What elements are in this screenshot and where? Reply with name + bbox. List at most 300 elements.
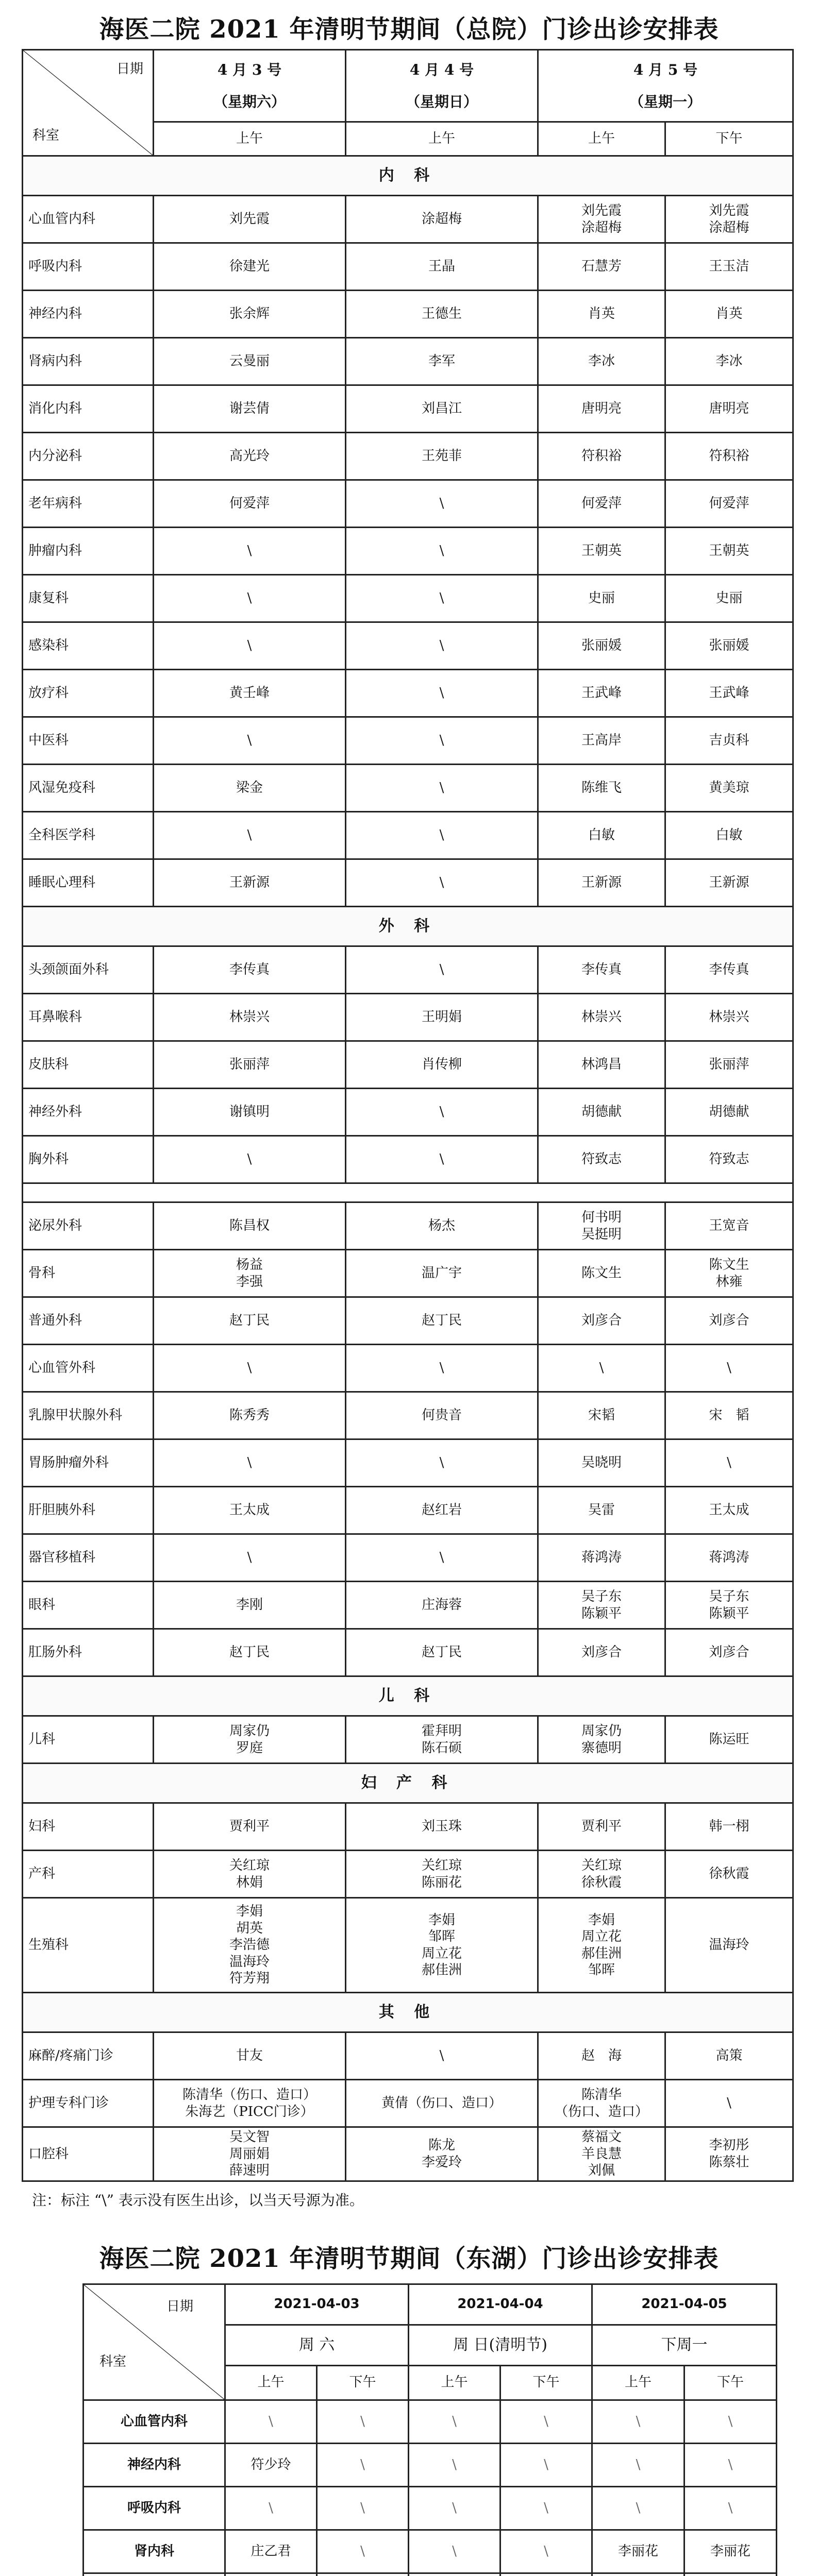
corner-date-label: 日期 xyxy=(166,2298,193,2314)
schedule-cell: \ xyxy=(346,859,538,907)
schedule-cell: 林崇兴 xyxy=(154,994,346,1041)
schedule-cell: \ xyxy=(346,575,538,622)
schedule-cell: 高策 xyxy=(665,2032,793,2080)
table-row xyxy=(23,1716,793,1764)
shift-header: 上午 xyxy=(346,122,538,156)
schedule-cell: 何贵音 xyxy=(346,1392,538,1439)
schedule-cell: \ xyxy=(317,2486,409,2530)
schedule-cell: 温海玲 xyxy=(665,1898,793,1993)
schedule-cell: 李军 xyxy=(346,338,538,385)
schedule-cell: \ xyxy=(346,717,538,765)
schedule-cell: 刘彦合 xyxy=(665,1297,793,1345)
schedule-cell: 宋韬 xyxy=(538,1392,665,1439)
schedule-cell: 刘昌江 xyxy=(346,385,538,433)
schedule-cell: 李传真 xyxy=(665,946,793,994)
table-row xyxy=(84,2573,777,2576)
schedule-cell: \ xyxy=(346,1534,538,1582)
table-row xyxy=(23,1534,793,1582)
table-row xyxy=(23,385,793,433)
schedule-cell: 符致志 xyxy=(538,1136,665,1183)
department-name: 口腔科 xyxy=(23,2127,154,2181)
department-name: 心血管外科 xyxy=(23,1345,154,1392)
schedule-cell: 陈文生 xyxy=(538,1250,665,1297)
table-row xyxy=(23,1629,793,1676)
table-row xyxy=(23,338,793,385)
schedule-cell xyxy=(317,2573,409,2576)
schedule-cell: 刘先霞 涂超梅 xyxy=(538,196,665,243)
table-row xyxy=(23,291,793,338)
section-header: 儿 科 xyxy=(23,1676,793,1716)
department-name: 生殖科 xyxy=(23,1898,154,1993)
schedule-cell: \ xyxy=(500,2486,592,2530)
schedule-cell: \ xyxy=(346,1136,538,1183)
department-name: 皮肤科 xyxy=(23,1041,154,1089)
corner-header-cell xyxy=(23,50,154,156)
department-name: 肾病内科 xyxy=(23,338,154,385)
table-row xyxy=(23,1439,793,1487)
schedule-cell: \ xyxy=(346,622,538,670)
department-name xyxy=(84,2573,225,2576)
table-row xyxy=(23,1898,793,1993)
schedule-table-donghu-campus xyxy=(82,2283,777,2576)
date-label: 4 月 4 号 xyxy=(409,61,474,78)
schedule-cell xyxy=(225,2573,317,2576)
department-name: 耳鼻喉科 xyxy=(23,994,154,1041)
schedule-cell: 唐明亮 xyxy=(538,385,665,433)
weekday-label: （星期日） xyxy=(405,93,478,110)
schedule-cell: \ xyxy=(592,2486,685,2530)
schedule-cell: 唐明亮 xyxy=(665,385,793,433)
schedule-cell: 刘先霞 xyxy=(154,196,346,243)
schedule-cell: \ xyxy=(409,2443,500,2486)
shift-header: 上午 xyxy=(538,122,665,156)
schedule-cell: 梁金 xyxy=(154,765,346,812)
department-name: 头颈颌面外科 xyxy=(23,946,154,994)
shift-header: 上午 xyxy=(409,2365,500,2400)
schedule-cell: 黄壬峰 xyxy=(154,670,346,717)
schedule-cell: \ xyxy=(665,1439,793,1487)
schedule-cell: 庄海蓉 xyxy=(346,1582,538,1629)
schedule-cell: 张丽媛 xyxy=(538,622,665,670)
department-name: 儿科 xyxy=(23,1716,154,1764)
schedule-cell: 黄美琼 xyxy=(665,765,793,812)
corner-date-label: 日期 xyxy=(116,61,143,77)
shift-header: 下午 xyxy=(500,2365,592,2400)
schedule-cell: 吴子东 陈颖平 xyxy=(665,1582,793,1629)
table-row xyxy=(23,622,793,670)
table-row xyxy=(23,480,793,528)
schedule-cell: \ xyxy=(500,2400,592,2443)
schedule-cell: 温广宇 xyxy=(346,1250,538,1297)
schedule-cell: 蔡福文 羊良慧 刘佩 xyxy=(538,2127,665,2181)
schedule-cell: 吴文智 周丽娟 薛速明 xyxy=(154,2127,346,2181)
schedule-cell: 涂超梅 xyxy=(346,196,538,243)
weekday-label: （星期六） xyxy=(213,93,286,110)
schedule-cell: \ xyxy=(409,2486,500,2530)
table-row xyxy=(23,1582,793,1629)
section-row xyxy=(23,1676,793,1716)
schedule-cell: \ xyxy=(346,1439,538,1487)
schedule-cell: 王高岸 xyxy=(538,717,665,765)
schedule-cell: \ xyxy=(225,2400,317,2443)
schedule-cell: 符少玲 xyxy=(225,2443,317,2486)
schedule-cell: 王朝英 xyxy=(665,528,793,575)
page-title-main-campus: 海医二院 2021 年清明节期间（总院）门诊出诊安排表 xyxy=(99,15,719,44)
schedule-cell: 刘彦合 xyxy=(538,1629,665,1676)
department-name: 放疗科 xyxy=(23,670,154,717)
table-row xyxy=(23,1202,793,1250)
table-row xyxy=(23,670,793,717)
schedule-cell: \ xyxy=(225,2486,317,2530)
section-row xyxy=(23,156,793,196)
department-name: 呼吸内科 xyxy=(84,2486,225,2530)
table-row xyxy=(23,1297,793,1345)
date-label: 4 月 5 号 xyxy=(633,61,698,78)
schedule-cell: 李娟 邹晖 周立花 郝佳洲 xyxy=(346,1898,538,1993)
table-row xyxy=(84,2443,777,2486)
schedule-cell: 王新源 xyxy=(665,859,793,907)
table-row xyxy=(23,946,793,994)
department-name: 心血管内科 xyxy=(84,2400,225,2443)
weekday-header: 下周一 xyxy=(592,2325,777,2365)
shift-header: 下午 xyxy=(317,2365,409,2400)
shift-header: 上午 xyxy=(225,2365,317,2400)
schedule-cell: 陈清华 （伤口、造口） xyxy=(538,2080,665,2127)
schedule-cell: 王朝英 xyxy=(538,528,665,575)
department-name: 器官移植科 xyxy=(23,1534,154,1582)
schedule-cell: \ xyxy=(685,2443,777,2486)
schedule-cell xyxy=(685,2573,777,2576)
schedule-cell: 张余辉 xyxy=(154,291,346,338)
section-row xyxy=(23,907,793,946)
schedule-cell: 王明娟 xyxy=(346,994,538,1041)
table-row xyxy=(23,1250,793,1297)
schedule-cell: \ xyxy=(346,528,538,575)
department-name: 风湿免疫科 xyxy=(23,765,154,812)
schedule-cell: 李刚 xyxy=(154,1582,346,1629)
schedule-cell: 李初彤 陈蔡壮 xyxy=(665,2127,793,2181)
schedule-cell: 李传真 xyxy=(154,946,346,994)
schedule-cell: \ xyxy=(538,1345,665,1392)
date-header: 2021-04-04 xyxy=(409,2284,592,2325)
schedule-cell: 刘先霞 涂超梅 xyxy=(665,196,793,243)
section-header: 妇 产 科 xyxy=(23,1764,793,1803)
schedule-cell: 高光玲 xyxy=(154,433,346,480)
schedule-cell: \ xyxy=(317,2530,409,2573)
schedule-cell: 陈秀秀 xyxy=(154,1392,346,1439)
schedule-cell: 白敏 xyxy=(538,812,665,859)
table-row xyxy=(84,2400,777,2443)
schedule-cell: 刘彦合 xyxy=(665,1629,793,1676)
schedule-cell: 张丽萍 xyxy=(154,1041,346,1089)
schedule-cell: \ xyxy=(685,2400,777,2443)
schedule-cell: 王新源 xyxy=(538,859,665,907)
table-break-row xyxy=(23,1183,793,1202)
schedule-cell: \ xyxy=(154,1534,346,1582)
department-name: 神经外科 xyxy=(23,1089,154,1136)
department-name: 胃肠肿瘤外科 xyxy=(23,1439,154,1487)
schedule-cell: 贾利平 xyxy=(538,1803,665,1851)
schedule-cell: 陈昌权 xyxy=(154,1202,346,1250)
schedule-cell: 肖英 xyxy=(538,291,665,338)
table-row xyxy=(23,2032,793,2080)
department-name: 内分泌科 xyxy=(23,433,154,480)
schedule-cell: 黄倩（伤口、造口） xyxy=(346,2080,538,2127)
schedule-cell: 蒋鸿涛 xyxy=(538,1534,665,1582)
corner-dept-label: 科室 xyxy=(32,127,60,143)
department-name: 胸外科 xyxy=(23,1136,154,1183)
schedule-cell: 赵丁民 xyxy=(346,1297,538,1345)
schedule-cell: 何书明 吴挺明 xyxy=(538,1202,665,1250)
schedule-cell: 云曼丽 xyxy=(154,338,346,385)
department-name: 呼吸内科 xyxy=(23,243,154,291)
corner-dept-label: 科室 xyxy=(99,2354,127,2369)
schedule-cell: \ xyxy=(685,2486,777,2530)
schedule-cell: \ xyxy=(346,765,538,812)
schedule-cell: \ xyxy=(346,480,538,528)
schedule-cell: 关红琼 徐秋霞 xyxy=(538,1851,665,1898)
schedule-cell: \ xyxy=(346,812,538,859)
schedule-cell: 庄乙君 xyxy=(225,2530,317,2573)
table-break xyxy=(23,1183,793,1202)
section-header: 内 科 xyxy=(23,156,793,196)
schedule-cell: 关红琼 陈丽花 xyxy=(346,1851,538,1898)
schedule-cell: 陈清华（伤口、造口） 朱海艺（PICC门诊） xyxy=(154,2080,346,2127)
schedule-cell: 林崇兴 xyxy=(538,994,665,1041)
schedule-cell: 甘友 xyxy=(154,2032,346,2080)
schedule-cell: \ xyxy=(317,2443,409,2486)
department-name: 肿瘤内科 xyxy=(23,528,154,575)
schedule-cell: \ xyxy=(154,717,346,765)
table-row xyxy=(23,2080,793,2127)
section-row xyxy=(23,1764,793,1803)
schedule-cell: 蒋鸿涛 xyxy=(665,1534,793,1582)
date-header xyxy=(538,50,793,122)
department-name: 老年病科 xyxy=(23,480,154,528)
schedule-cell: 吴晓明 xyxy=(538,1439,665,1487)
table-row xyxy=(23,1803,793,1851)
schedule-table-main-campus xyxy=(22,49,794,2182)
schedule-cell: 王新源 xyxy=(154,859,346,907)
schedule-cell: \ xyxy=(346,1089,538,1136)
schedule-cell: \ xyxy=(346,670,538,717)
schedule-cell: 关红琼 林娟 xyxy=(154,1851,346,1898)
department-name: 肾内科 xyxy=(84,2530,225,2573)
schedule-cell: 李冰 xyxy=(665,338,793,385)
schedule-cell: \ xyxy=(592,2443,685,2486)
schedule-cell: 陈龙 李爱玲 xyxy=(346,2127,538,2181)
schedule-cell: \ xyxy=(346,946,538,994)
schedule-cell: 谢镇明 xyxy=(154,1089,346,1136)
schedule-cell: 赵丁民 xyxy=(346,1629,538,1676)
department-name: 中医科 xyxy=(23,717,154,765)
schedule-cell: 林崇兴 xyxy=(665,994,793,1041)
schedule-cell xyxy=(500,2573,592,2576)
department-name: 骨科 xyxy=(23,1250,154,1297)
schedule-cell: 王晶 xyxy=(346,243,538,291)
schedule-cell: 赵丁民 xyxy=(154,1297,346,1345)
schedule-cell: 何爱萍 xyxy=(154,480,346,528)
schedule-cell: \ xyxy=(317,2400,409,2443)
shift-header: 下午 xyxy=(685,2365,777,2400)
schedule-cell: \ xyxy=(154,1345,346,1392)
schedule-cell xyxy=(592,2573,685,2576)
schedule-cell: 刘彦合 xyxy=(538,1297,665,1345)
schedule-cell: \ xyxy=(409,2400,500,2443)
table-row xyxy=(23,433,793,480)
section-header: 外 科 xyxy=(23,907,793,946)
table-row xyxy=(23,1089,793,1136)
schedule-cell: 贾利平 xyxy=(154,1803,346,1851)
schedule-cell: 王武峰 xyxy=(665,670,793,717)
table-row xyxy=(23,1345,793,1392)
department-name: 乳腺甲状腺外科 xyxy=(23,1392,154,1439)
schedule-cell: 刘玉珠 xyxy=(346,1803,538,1851)
schedule-cell: \ xyxy=(154,575,346,622)
schedule-cell: 李娟 周立花 郝佳洲 邹晖 xyxy=(538,1898,665,1993)
schedule-cell: 王德生 xyxy=(346,291,538,338)
table-row xyxy=(23,1487,793,1534)
table-row xyxy=(84,2486,777,2530)
department-name: 麻醉/疼痛门诊 xyxy=(23,2032,154,2080)
schedule-cell: \ xyxy=(500,2443,592,2486)
department-name: 消化内科 xyxy=(23,385,154,433)
schedule-cell: 宋 韬 xyxy=(665,1392,793,1439)
schedule-cell: 周家仍 罗庭 xyxy=(154,1716,346,1764)
schedule-cell: 符积裕 xyxy=(665,433,793,480)
page-title-donghu-campus: 海医二院 2021 年清明节期间（东湖）门诊出诊安排表 xyxy=(99,2244,719,2273)
schedule-cell: 周家仍 寨德明 xyxy=(538,1716,665,1764)
table-row xyxy=(23,2127,793,2181)
shift-header: 上午 xyxy=(154,122,346,156)
schedule-cell: 李丽花 xyxy=(592,2530,685,2573)
schedule-cell: 史丽 xyxy=(538,575,665,622)
table-row xyxy=(23,994,793,1041)
schedule-cell: \ xyxy=(154,622,346,670)
shift-header: 上午 xyxy=(592,2365,685,2400)
department-name: 睡眠心理科 xyxy=(23,859,154,907)
date-header: 2021-04-05 xyxy=(592,2284,777,2325)
schedule-cell: 肖传柳 xyxy=(346,1041,538,1089)
schedule-cell: \ xyxy=(500,2530,592,2573)
table-row xyxy=(23,575,793,622)
weekday-header: 周 日(清明节) xyxy=(409,2325,592,2365)
department-name: 康复科 xyxy=(23,575,154,622)
schedule-cell: 白敏 xyxy=(665,812,793,859)
schedule-cell: 陈运旺 xyxy=(665,1716,793,1764)
schedule-cell: 李丽花 xyxy=(685,2530,777,2573)
table-row xyxy=(23,528,793,575)
department-name: 肝胆胰外科 xyxy=(23,1487,154,1534)
schedule-cell: \ xyxy=(154,528,346,575)
table-row xyxy=(23,812,793,859)
schedule-cell: 张丽萍 xyxy=(665,1041,793,1089)
section-header: 其 他 xyxy=(23,1993,793,2032)
schedule-cell: \ xyxy=(346,1345,538,1392)
department-name: 普通外科 xyxy=(23,1297,154,1345)
date-header xyxy=(154,50,346,122)
schedule-cell: \ xyxy=(154,812,346,859)
schedule-cell: 霍拜明 陈石硕 xyxy=(346,1716,538,1764)
schedule-cell: 吉贞科 xyxy=(665,717,793,765)
table-row xyxy=(23,859,793,907)
schedule-cell: 李娟 胡英 李浩德 温海玲 符芳翔 xyxy=(154,1898,346,1993)
shift-header: 下午 xyxy=(665,122,793,156)
schedule-cell: 张丽媛 xyxy=(665,622,793,670)
schedule-cell: \ xyxy=(409,2530,500,2573)
schedule-cell: 杨杰 xyxy=(346,1202,538,1250)
table-row xyxy=(23,717,793,765)
weekday-label: （星期一） xyxy=(629,93,702,110)
table-row xyxy=(23,243,793,291)
weekday-header: 周 六 xyxy=(225,2325,409,2365)
table-row xyxy=(23,1851,793,1898)
schedule-cell: 胡德献 xyxy=(665,1089,793,1136)
schedule-cell: 符致志 xyxy=(665,1136,793,1183)
corner-header-cell xyxy=(84,2284,225,2400)
department-name: 心血管内科 xyxy=(23,196,154,243)
department-name: 感染科 xyxy=(23,622,154,670)
schedule-cell: 王太成 xyxy=(665,1487,793,1534)
department-name: 护理专科门诊 xyxy=(23,2080,154,2127)
table-row xyxy=(23,196,793,243)
schedule-cell: 何爱萍 xyxy=(538,480,665,528)
schedule-cell: 赵红岩 xyxy=(346,1487,538,1534)
schedule-cell: \ xyxy=(346,2032,538,2080)
table-row xyxy=(23,765,793,812)
schedule-cell: 王太成 xyxy=(154,1487,346,1534)
schedule-cell: 何爱萍 xyxy=(665,480,793,528)
department-name: 神经内科 xyxy=(84,2443,225,2486)
department-name: 泌尿外科 xyxy=(23,1202,154,1250)
date-header xyxy=(346,50,538,122)
department-name: 肛肠外科 xyxy=(23,1629,154,1676)
schedule-cell: \ xyxy=(154,1136,346,1183)
table-row xyxy=(84,2530,777,2573)
schedule-cell: 王玉洁 xyxy=(665,243,793,291)
schedule-cell: \ xyxy=(154,1439,346,1487)
schedule-cell: 赵 海 xyxy=(538,2032,665,2080)
department-name: 神经内科 xyxy=(23,291,154,338)
schedule-cell: 徐建光 xyxy=(154,243,346,291)
schedule-cell: 谢芸倩 xyxy=(154,385,346,433)
schedule-cell: \ xyxy=(665,1345,793,1392)
footnote-main-campus: 注：标注 “\” 表示没有医生出诊，以当天号源为准。 xyxy=(32,2191,364,2209)
department-name: 眼科 xyxy=(23,1582,154,1629)
schedule-cell: 陈维飞 xyxy=(538,765,665,812)
schedule-cell: 肖英 xyxy=(665,291,793,338)
schedule-cell: 李冰 xyxy=(538,338,665,385)
schedule-cell: 石慧芳 xyxy=(538,243,665,291)
table-row xyxy=(23,1392,793,1439)
department-name: 全科医学科 xyxy=(23,812,154,859)
schedule-cell: 符积裕 xyxy=(538,433,665,480)
section-row xyxy=(23,1993,793,2032)
date-header: 2021-04-03 xyxy=(225,2284,409,2325)
schedule-cell: 陈文生 林雍 xyxy=(665,1250,793,1297)
schedule-cell: 韩一栩 xyxy=(665,1803,793,1851)
table-row xyxy=(23,1136,793,1183)
schedule-cell: 史丽 xyxy=(665,575,793,622)
schedule-cell: \ xyxy=(665,2080,793,2127)
schedule-cell: 徐秋霞 xyxy=(665,1851,793,1898)
schedule-cell: 王武峰 xyxy=(538,670,665,717)
date-label: 4 月 3 号 xyxy=(217,61,282,78)
schedule-cell: 林鸿昌 xyxy=(538,1041,665,1089)
schedule-cell: 王宽音 xyxy=(665,1202,793,1250)
department-name: 产科 xyxy=(23,1851,154,1898)
schedule-cell: 杨益 李强 xyxy=(154,1250,346,1297)
